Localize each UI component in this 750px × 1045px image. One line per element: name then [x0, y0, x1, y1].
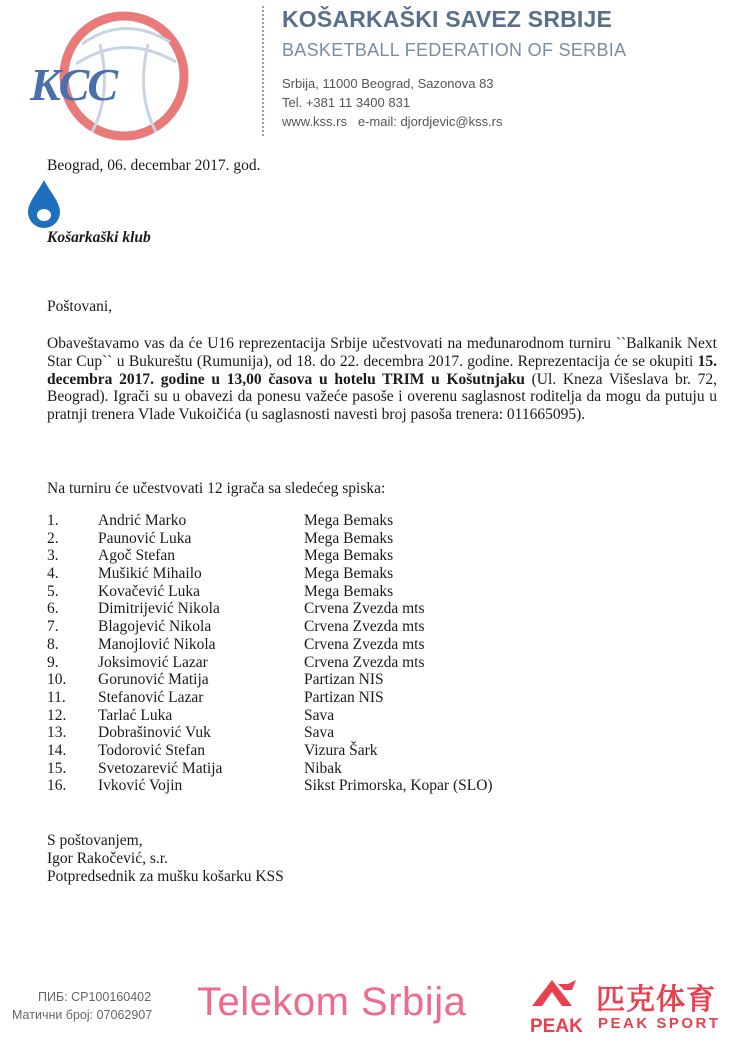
player-name: Joksimović Lazar	[98, 653, 208, 671]
player-number: 13.	[47, 724, 67, 742]
player-number: 14.	[47, 741, 67, 759]
player-row	[47, 530, 647, 548]
player-club: Vizura Šark	[304, 741, 378, 759]
player-row	[47, 671, 647, 689]
paragraph-bold-meeting: 15. decembra 2017. godine u 13,00 časova u hotelu TRIM u Košutnjaku	[47, 352, 717, 388]
player-row	[47, 654, 647, 672]
player-name: Manojlović Nikola	[98, 635, 216, 653]
player-club: Mega Bemaks	[304, 512, 394, 529]
player-name: Paunović Luka	[98, 529, 192, 547]
player-name: Mušikić Mihailo	[98, 565, 202, 583]
org-address: Srbija, 11000 Beograd, Sazonova 83	[282, 76, 494, 91]
player-number: 10.	[47, 671, 67, 689]
player-list	[47, 512, 647, 795]
sponsor-peak-chinese: 匹克体育	[596, 982, 717, 1016]
player-name: Andrić Marko	[98, 512, 187, 529]
player-name: Stefanović Lazar	[98, 688, 204, 706]
player-club: Crvena Zvezda mts	[304, 653, 425, 671]
player-number: 4.	[47, 565, 59, 583]
player-number: 1.	[47, 512, 59, 529]
player-club: Mega Bemaks	[304, 547, 394, 565]
player-club: Crvena Zvezda mts	[304, 635, 425, 653]
player-club: Partizan NIS	[304, 671, 384, 689]
player-row	[47, 707, 647, 725]
player-name: Agoč Stefan	[98, 547, 176, 565]
org-web-email: www.kss.rs e-mail: djordjevic@kss.rs	[282, 114, 503, 129]
player-number: 9.	[47, 653, 59, 671]
player-row	[47, 547, 647, 565]
letterhead-divider	[262, 6, 264, 136]
player-club: Sava	[304, 706, 335, 724]
player-name: Todorović Stefan	[98, 741, 205, 759]
water-drop-icon	[26, 178, 62, 230]
player-club: Crvena Zvezda mts	[304, 618, 425, 636]
player-club: Sava	[304, 724, 335, 742]
player-name: Gorunović Matija	[98, 671, 209, 689]
player-number: 15.	[47, 759, 67, 777]
player-row	[47, 618, 647, 636]
player-number: 16.	[47, 777, 67, 795]
sponsor-telekom: Telekom Srbija	[197, 980, 467, 1024]
player-club: Mega Bemaks	[304, 582, 394, 600]
paragraph-text-2: (Ul. Kneza Višeslava br. 72, Beograd). Igrači su u obavezi da ponesu važeće pasoše i overenu saglasnost roditelja da mogu da putuju u pratnji trenera Vlade Vukoičića (u saglasnosti navesti broj pasoša trenera: 011665095).	[47, 370, 718, 424]
player-club: Sikst Primorska, Kopar (SLO)	[304, 777, 493, 795]
player-number: 6.	[47, 600, 59, 618]
player-number: 5.	[47, 582, 59, 600]
salutation: Poštovani,	[47, 298, 113, 315]
signer-name: Igor Rakočević, s.r.	[47, 850, 168, 867]
org-phone: Tel. +381 11 3400 831	[282, 95, 411, 110]
date-line: Beograd, 06. decembar 2017. god.	[47, 157, 261, 174]
player-row	[47, 583, 647, 601]
peak-logo-icon	[528, 976, 590, 1036]
player-club: Partizan NIS	[304, 688, 384, 706]
player-club: Mega Bemaks	[304, 565, 394, 583]
player-name: Svetozarević Matija	[98, 759, 223, 777]
player-row	[47, 742, 647, 760]
player-number: 11.	[47, 688, 66, 706]
list-intro: Na turniru će učestvovati 12 igrača sa sledećeg spiska:	[47, 480, 386, 497]
footer-registration-number: Матични број: 07062907	[12, 1008, 153, 1022]
player-row	[47, 636, 647, 654]
player-row	[47, 565, 647, 583]
org-name-english: BASKETBALL FEDERATION OF SERBIA	[282, 40, 627, 60]
org-name: KOŠARKAŠKI SAVEZ SRBIJE	[282, 6, 613, 32]
player-name: Dobrašinović Vuk	[98, 724, 211, 742]
player-number: 12.	[47, 706, 67, 724]
player-number: 3.	[47, 547, 59, 565]
player-club: Crvena Zvezda mts	[304, 600, 425, 618]
signer-title: Potpredsednik za mušku košarku KSS	[47, 868, 284, 885]
player-row	[47, 600, 647, 618]
player-row	[47, 689, 647, 707]
player-name: Kovačević Luka	[98, 582, 200, 600]
recipient: Košarkaški klub	[47, 229, 151, 246]
sponsor-peak-english: PEAK SPORT	[598, 1015, 721, 1032]
paragraph-text-1: Obaveštavamo vas da će U16 reprezentacija Srbije učestvovati na međunarodnom turniru ``Balkanik Next Star Cup`` u Bukureštu (Rumunija), od 18. do 22. decembra 2017. godine. Reprezentacija će se okupiti	[47, 335, 717, 370]
player-number: 8.	[47, 635, 59, 653]
footer-pib: ПИБ: СР100160402	[38, 990, 152, 1004]
player-club: Mega Bemaks	[304, 529, 394, 547]
player-club: Nibak	[304, 759, 342, 777]
peak-wordmark: PEAK	[530, 1016, 583, 1036]
player-row	[47, 512, 647, 530]
player-name: Ivković Vojin	[98, 777, 183, 795]
player-row	[47, 760, 647, 778]
player-number: 2.	[47, 529, 59, 547]
logo-lettering: KCC	[30, 59, 117, 110]
player-number: 7.	[47, 618, 59, 636]
player-row	[47, 724, 647, 742]
player-name: Dimitrijević Nikola	[98, 600, 220, 618]
player-name: Tarlać Luka	[98, 706, 173, 724]
player-name: Blagojević Nikola	[98, 618, 212, 636]
body-paragraph	[47, 335, 717, 424]
closing-regards: S poštovanjem,	[47, 832, 143, 849]
player-row	[47, 777, 647, 795]
